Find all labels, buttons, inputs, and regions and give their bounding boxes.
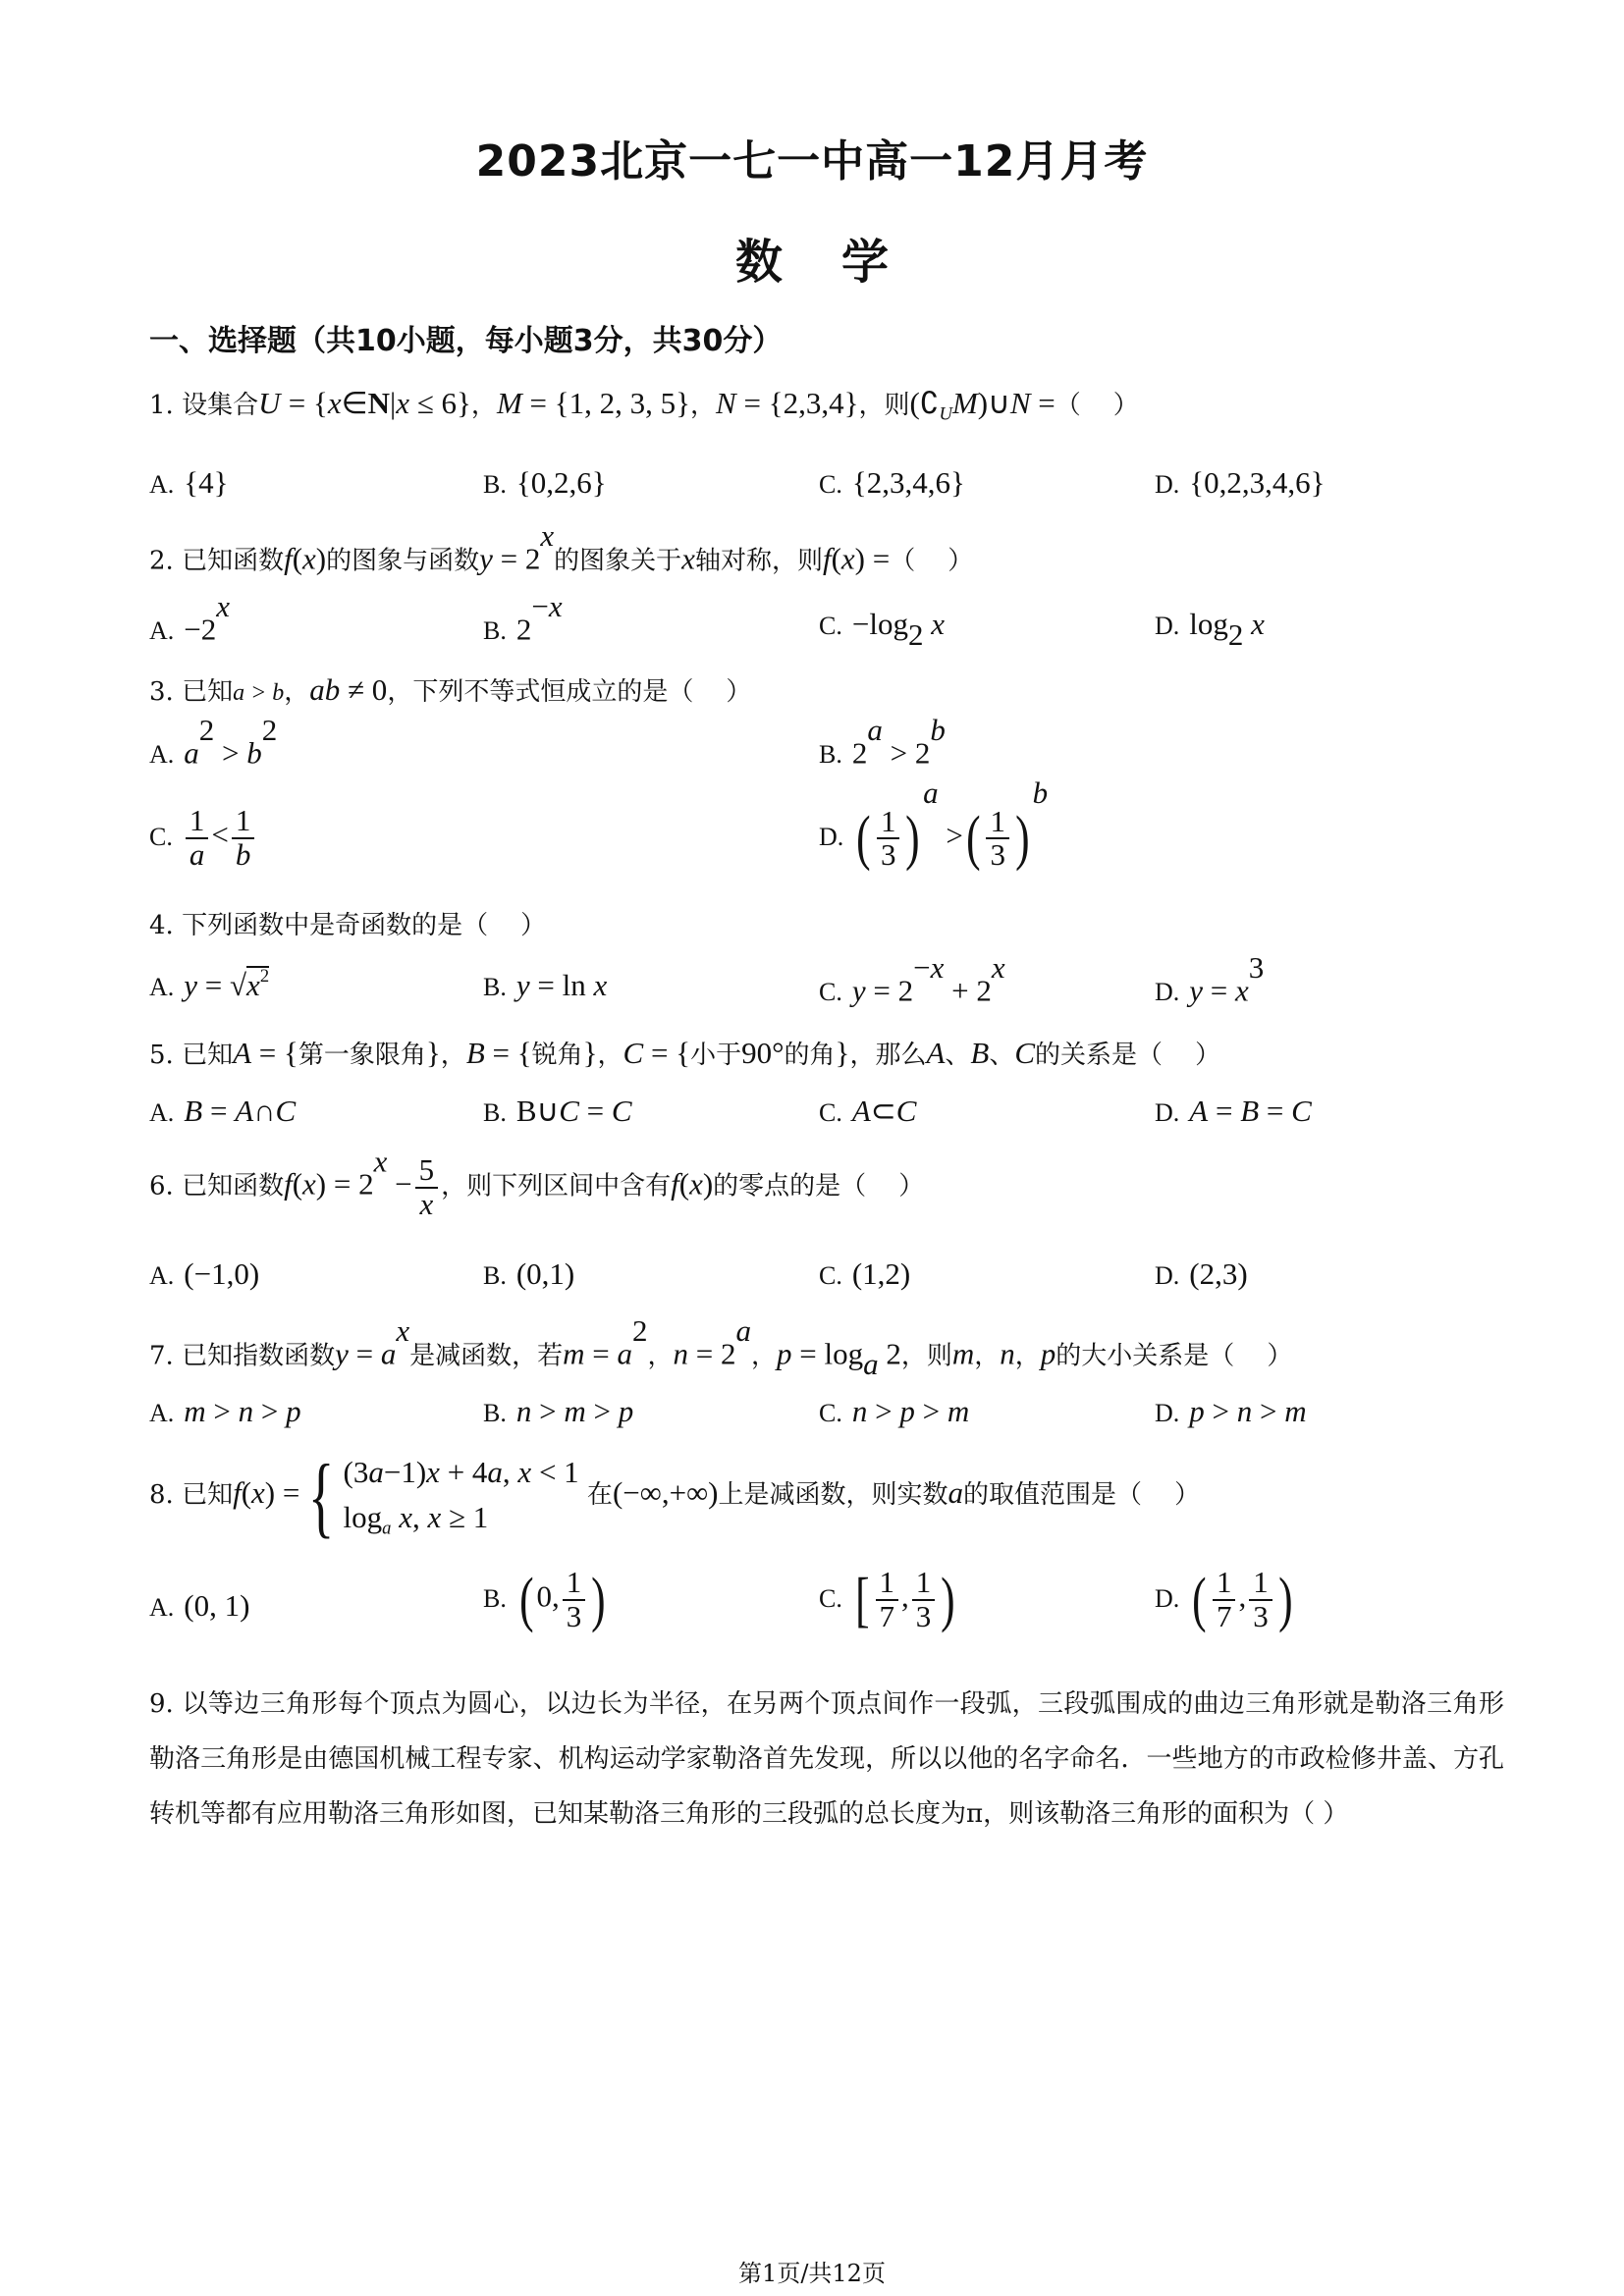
q1-option-d[interactable]: D. {0,2,3,4,6}: [1155, 465, 1326, 500]
q1-option-c[interactable]: C. {2,3,4,6}: [819, 465, 965, 500]
q3-option-c[interactable]: C. $\frac{1}{a}$ < $\frac{1}{b}$: [149, 805, 257, 871]
q4-option-b[interactable]: B. y = ln x: [483, 968, 608, 1002]
question-5-stem: 5. 已知A = {第一象限角}，B = {锐角}，C = {小于90°的角}，那么A、B、C的关系是（ ）: [149, 1036, 1221, 1070]
question-6-stem: 6. 已知函数$f(x) = 2^x$ − $\frac{5}{x}$ ，则下列区间中含有f(x)的零点的是（ ）: [149, 1144, 925, 1221]
q6-option-a[interactable]: A. (−1,0): [149, 1256, 260, 1291]
q6-option-c[interactable]: C. (1,2): [819, 1256, 911, 1291]
q7-option-c[interactable]: C. n > p > m: [819, 1394, 970, 1428]
subject-title: 数学: [734, 235, 947, 290]
q8-option-b[interactable]: B. (0, $\frac{1}{3}$ ): [483, 1565, 606, 1633]
q3-option-d[interactable]: D. ( $\frac{1}{3}$ )$^a$ >( $\frac{1}{3}$ )$^b$: [819, 775, 1049, 873]
question-2-stem: 2. 已知函数f(x)的图象与函数$y = 2^x$的图象关于x轴对称，则f(x) =（ ）: [149, 518, 974, 576]
q6-option-d[interactable]: D. (2,3): [1155, 1256, 1248, 1291]
question-8-stem: 8. 已知f(x) ={ (3a−1)x + 4a, x < 1 $\log_a x$, x ≥ 1 在(−∞,+∞)上是减函数，则实数a的取值范围是（ ）: [149, 1446, 1201, 1546]
q8-option-a[interactable]: A. (0, 1): [149, 1588, 250, 1623]
q2-option-b[interactable]: B. $2^{-x}$: [483, 589, 563, 647]
q8-option-c[interactable]: C. [ $\frac{1}{7}$ , $\frac{1}{3}$ ): [819, 1565, 955, 1633]
page-number: 第1页/共12页: [738, 2260, 886, 2287]
question-1-stem: 1. 设集合U = {x∈N|x ≤ 6}，M = {1, 2, 3, 5}，N = {2,3,4}，则$(∁_UM)\cup N$ =（ ）: [149, 386, 1139, 425]
q1-option-b[interactable]: B. {0,2,6}: [483, 465, 607, 500]
q2-option-a[interactable]: A. $-2^x$: [149, 589, 231, 647]
q5-option-b[interactable]: B. B∪C = C: [483, 1094, 632, 1128]
q4-option-a[interactable]: A. $y = √x^2$: [149, 966, 270, 1002]
question-9-stem: 9. 以等边三角形每个顶点为圆心，以边长为半径，在另两个顶点间作一段弧，三段弧围成的曲边三角形就是勒洛三角形勒洛三角形是由德国机械工程专家、机构运动学家勒洛首先发现，所以以他的名字命名．一些地方的市政检修井盖、方孔转机等都有应用勒洛三角形如图，已知某勒洛三角形的三段弧的总长度为π，则该勒洛三角形的面积为（ ）: [149, 1689, 1504, 1829]
q3-option-b[interactable]: B. $2^a > 2^b$: [819, 713, 946, 771]
question-4-stem: 4. 下列函数中是奇函数的是（ ）: [149, 911, 547, 940]
exam-title: 2023北京一七一中高一12月月考: [475, 136, 1149, 187]
q7-option-b[interactable]: B. n > m > p: [483, 1394, 634, 1428]
question-7-stem: 7. 已知指数函数$y = a^x$是减函数，若$m = a^2$，$n = 2^a$，$p = \log_a 2$，则m，n，p的大小关系是（ ）: [149, 1313, 1293, 1382]
q7-option-a[interactable]: A. m > n > p: [149, 1394, 301, 1428]
question-3-stem: 3. 已知a > b，ab ≠ 0，下列不等式恒成立的是（ ）: [149, 672, 752, 707]
section-heading: 一、选择题（共10小题，每小题3分，共30分）: [149, 324, 783, 358]
q3-option-a[interactable]: A. $a^2 > b^2$: [149, 713, 278, 771]
q7-option-d[interactable]: D. p > n > m: [1155, 1394, 1307, 1428]
q8-option-d[interactable]: D. ( $\frac{1}{7}$ , $\frac{1}{3}$ ): [1155, 1565, 1293, 1633]
q5-option-c[interactable]: C. A⊂C: [819, 1094, 917, 1128]
q6-option-b[interactable]: B. (0,1): [483, 1256, 575, 1291]
q2-option-d[interactable]: D. $\log_2 x$: [1155, 607, 1265, 652]
q1-option-a[interactable]: A. {4}: [149, 465, 229, 500]
q2-option-c[interactable]: C. $-\log_2$ x: [819, 607, 945, 652]
q5-option-a[interactable]: A. B = A∩C: [149, 1094, 297, 1128]
q5-option-d[interactable]: D. A = B = C: [1155, 1094, 1312, 1128]
q4-option-c[interactable]: C. $y = 2^{-x} + 2^x$: [819, 950, 1005, 1008]
q4-option-d[interactable]: D. $y = x^3$: [1155, 950, 1265, 1008]
